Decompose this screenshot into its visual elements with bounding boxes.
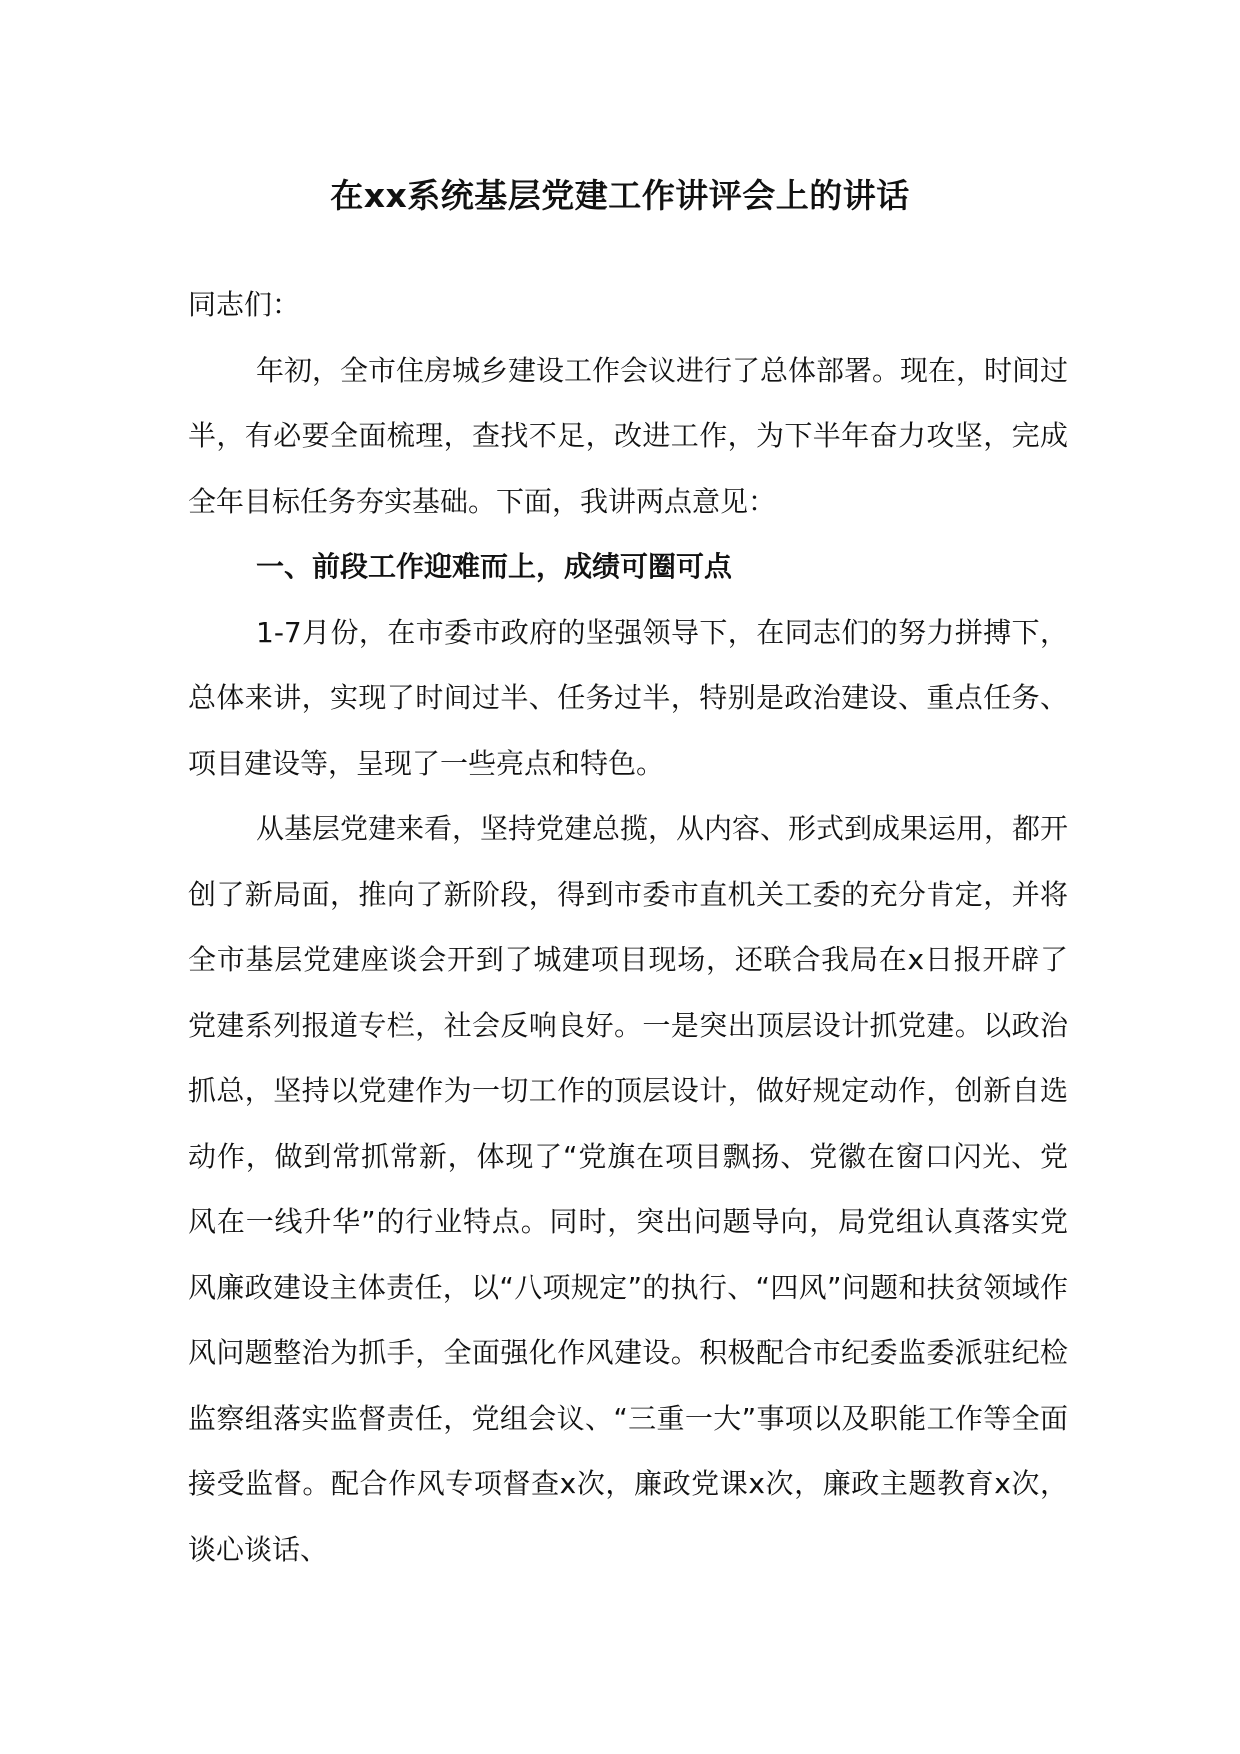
greeting: 同志们： [188,288,301,321]
document-title: 在xx系统基层党建工作讲评会上的讲话 [330,176,910,215]
paragraph-party-building: 从基层党建来看，坚持党建总揽，从内容、形式到成果运用，都开创了新局面，推向了新阶段，得到市委市直机关工委的充分肯定，并将全市基层党建座谈会开到了城建项目现场，还联合我局在x日报开辟了党建系列报道专栏，社会反响良好。一是突出顶层设计抓党建。以政治抓总，坚持以党建作为一切工作的顶层设计，做好规定动作，创新自选动作，做到常抓常新，体现了“党旗在项目飘扬、党徽在窗口闪光、党风在一线升华”的行业特点。同时，突出问题导向，局党组认真落实党风廉政建设主体责任，以“八项规定”的执行、“四风”问题和扶贫领域作风问题整治为抓手，全面强化作风建设。积极配合市纪委监委派驻纪检监察组落实监督责任，党组会议、“三重一大”事项以及职能工作等全面接受监督。配合作风专项督查x次，廉政党课x次，廉政主题教育x次，谈心谈话、 [188,812,1069,1566]
paragraph-summary: 1-7月份，在市委市政府的坚强领导下，在同志们的努力拼搏下，总体来讲，实现了时间过半、任务过半，特别是政治建设、重点任务、项目建设等，呈现了一些亮点和特色。 [188,615,1068,780]
section-heading: 一、前段工作迎难而上，成绩可圈可点 [256,550,733,583]
document-body [188,272,1068,1582]
paragraph-intro: 年初，全市住房城乡建设工作会议进行了总体部署。现在，时间过半，有必要全面梳理，查找不足，改进工作，为下半年奋力攻坚，完成全年目标任务夯实基础。下面，我讲两点意见： [188,353,1069,518]
